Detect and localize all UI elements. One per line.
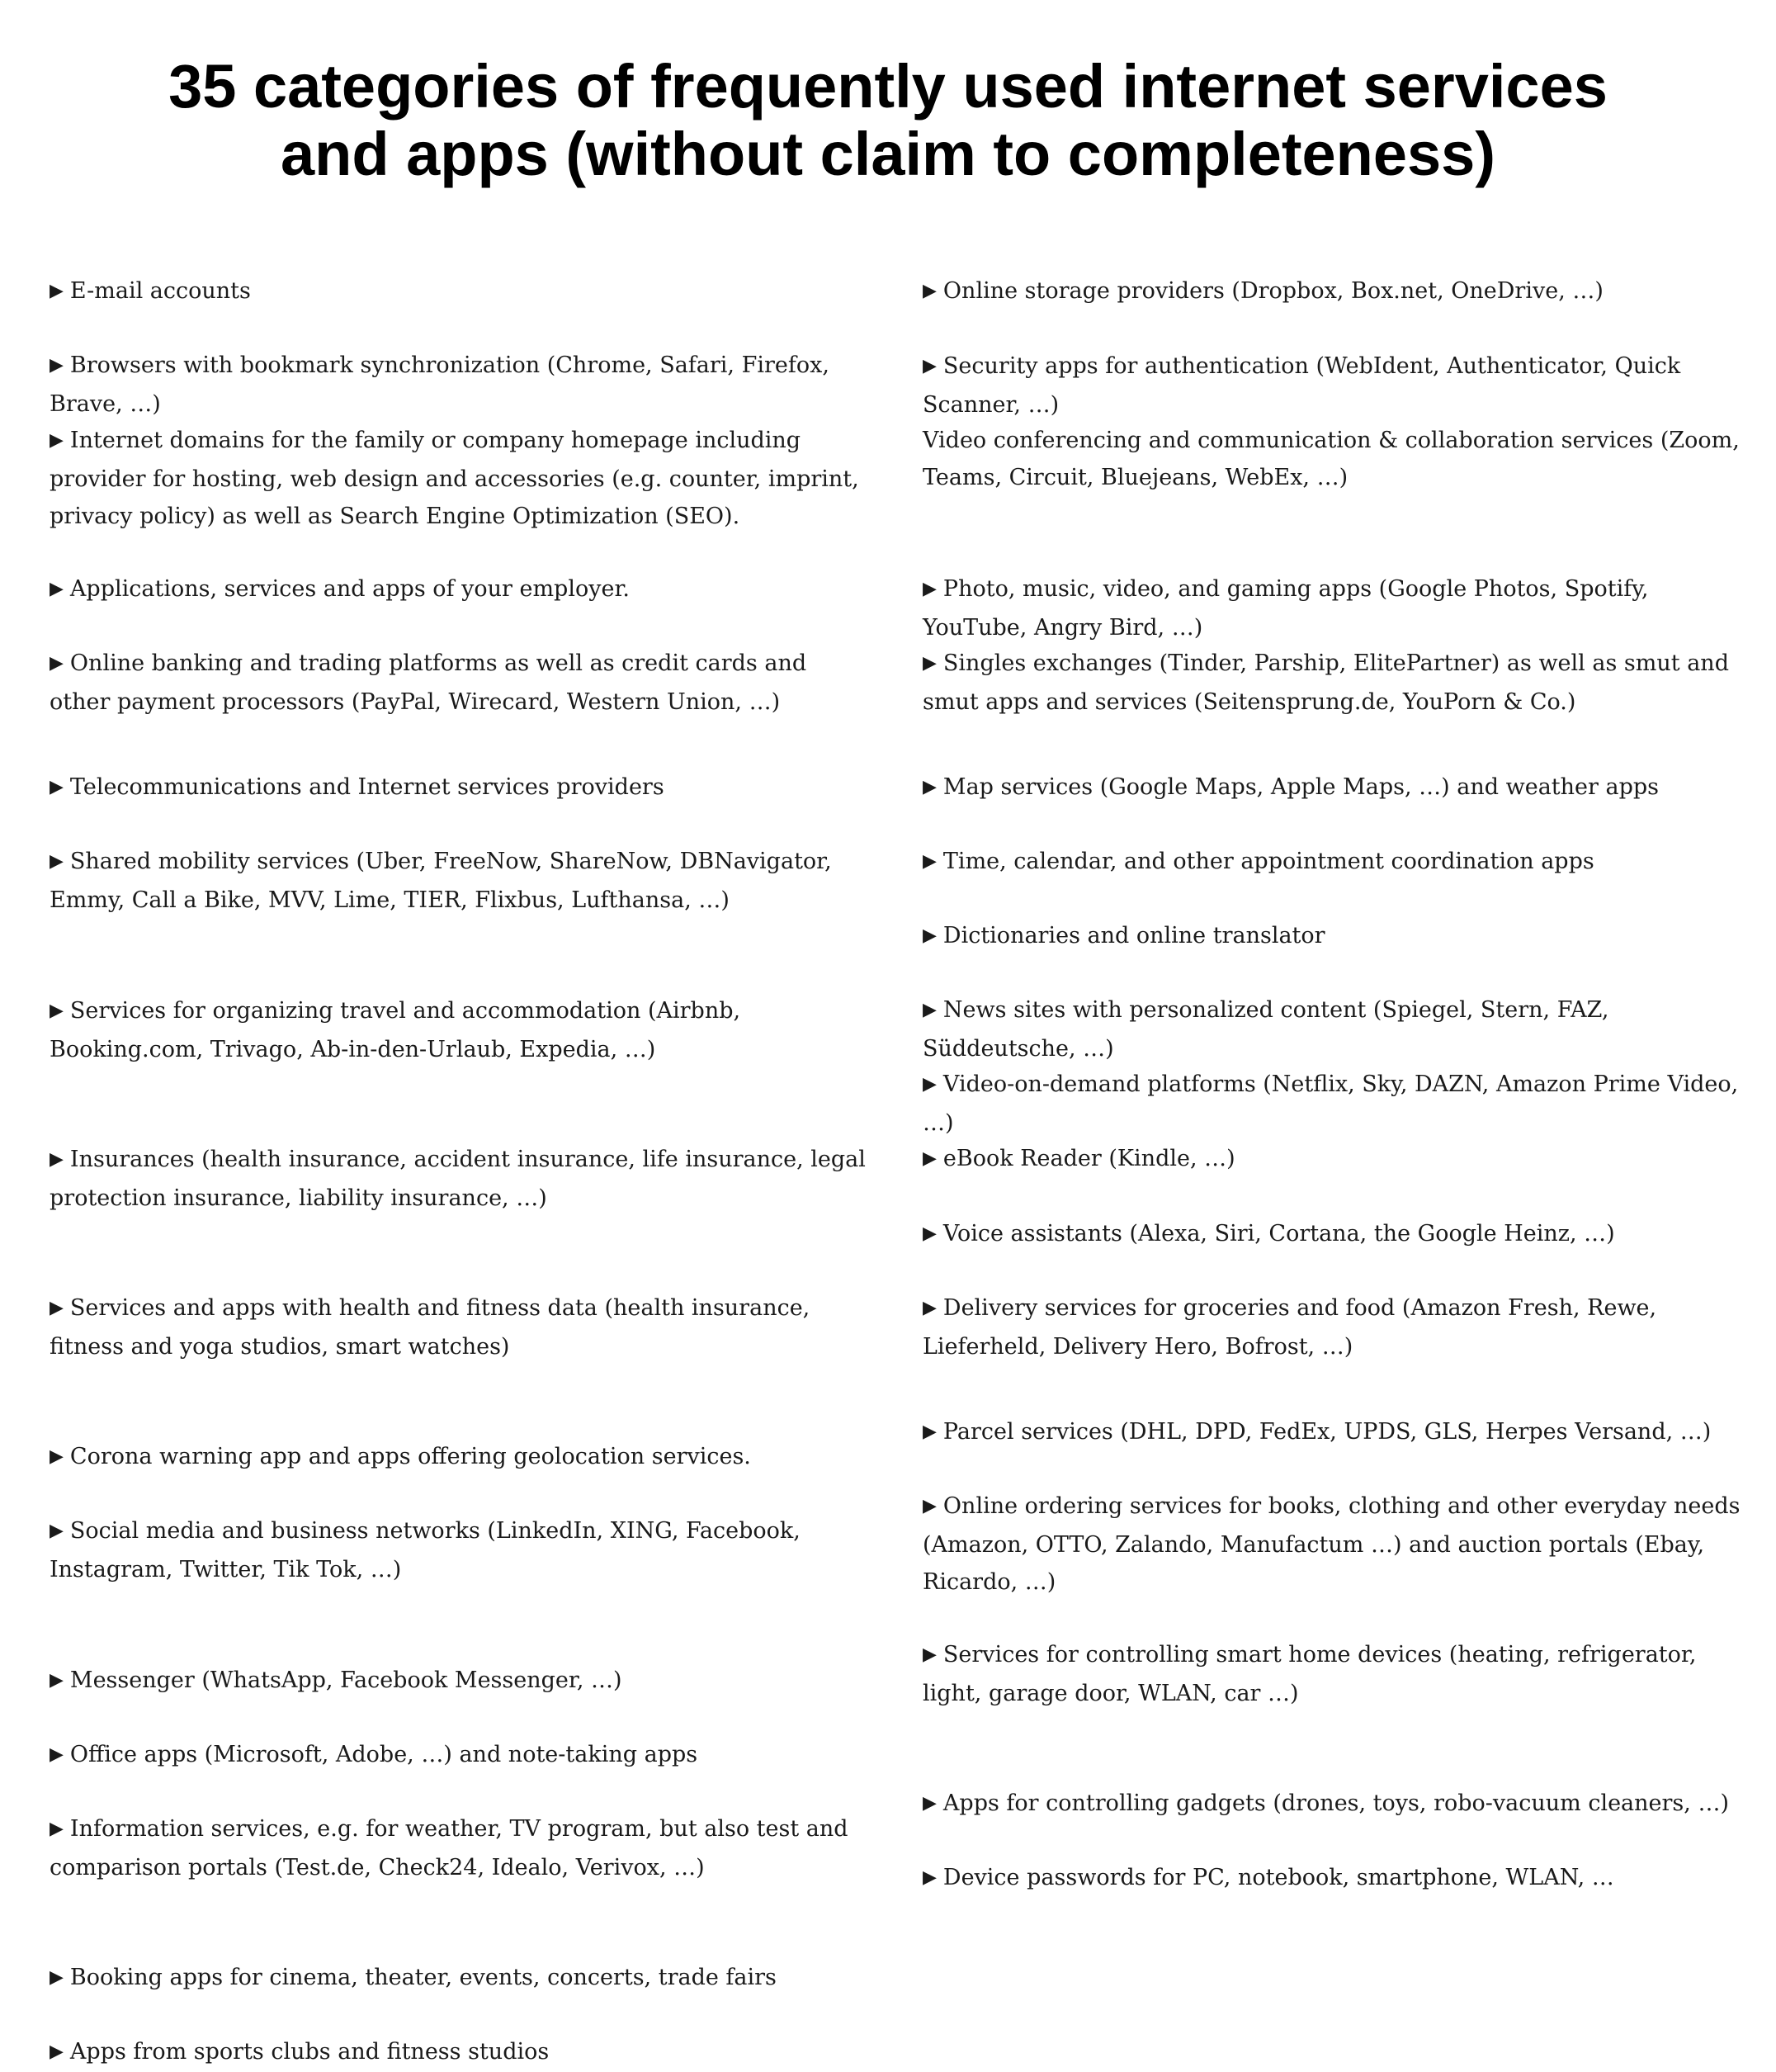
list-item-text: Corona warning app and apps offering geolocation services. [69, 1444, 751, 1469]
list-item [923, 1140, 1756, 1179]
triangle-bullet-icon: ▶ [923, 356, 937, 376]
triangle-bullet-icon: ▶ [923, 851, 937, 872]
triangle-bullet-icon: ▶ [50, 281, 64, 301]
triangle-bullet-icon: ▶ [923, 1422, 937, 1442]
list-item [50, 2033, 867, 2072]
triangle-bullet-icon: ▶ [923, 1496, 937, 1516]
list-item-text: E-mail accounts [69, 278, 251, 304]
triangle-bullet-icon: ▶ [923, 1867, 937, 1888]
list-item-text: Online ordering services for books, clothing and other everyday needs (Amazon, OTTO, Zalando, Manufactum …) and auction portals (Ebay, Ricardo, …) [923, 1493, 1741, 1595]
triangle-bullet-icon: ▶ [50, 653, 64, 674]
list-item-text: Social media and business networks (LinkedIn, XING, Facebook, Instagram, Twitter, Tik Tok, …) [50, 1518, 801, 1582]
list-item [50, 272, 867, 311]
list-item [923, 1488, 1756, 1601]
list-item [923, 917, 1756, 956]
list-item [50, 992, 867, 1068]
list-item [923, 1413, 1756, 1452]
list-item [923, 570, 1756, 646]
list-item-text: Services and apps with health and fitness data (health insurance, fitness and yoga studios, smart watches) [50, 1295, 810, 1360]
list-item-text: Telecommunications and Internet services providers [69, 774, 664, 800]
list-item [50, 1662, 867, 1701]
list-item-text: Services for controlling smart home devices (heating, refrigerator, light, garage door, WLAN, car …) [923, 1642, 1697, 1706]
list-item [923, 422, 1756, 496]
list-item [50, 422, 867, 535]
list-item [923, 272, 1756, 311]
triangle-bullet-icon: ▶ [923, 1000, 937, 1020]
list-item [923, 1859, 1756, 1898]
list-item [50, 1438, 867, 1477]
triangle-bullet-icon: ▶ [50, 1149, 64, 1170]
list-item [923, 1289, 1756, 1365]
triangle-bullet-icon: ▶ [50, 1521, 64, 1541]
list-item-text: Map services (Google Maps, Apple Maps, …) and weather apps [942, 774, 1660, 800]
list-item-text: Apps for controlling gadgets (drones, toys, robo-vacuum cleaners, …) [942, 1791, 1729, 1816]
list-item-text: Security apps for authentication (WebIdent, Authenticator, Quick Scanner, …) [923, 353, 1681, 418]
triangle-bullet-icon: ▶ [50, 2041, 64, 2062]
triangle-bullet-icon: ▶ [923, 925, 937, 946]
list-item [50, 843, 867, 919]
triangle-bullet-icon: ▶ [923, 1223, 937, 1244]
title-line-2: and apps (without claim to completeness) [281, 120, 1495, 188]
list-item-text: Applications, services and apps of your employer. [69, 576, 630, 602]
triangle-bullet-icon: ▶ [923, 1148, 937, 1169]
list-item [50, 1736, 867, 1775]
title-line-1: 35 categories of frequently used internet services [168, 52, 1608, 121]
list-item-text: Browsers with bookmark synchronization (Chrome, Safari, Firefox, Brave, …) [50, 352, 829, 417]
triangle-bullet-icon: ▶ [923, 1793, 937, 1814]
triangle-bullet-icon: ▶ [923, 1298, 937, 1318]
list-item [50, 1289, 867, 1365]
list-item-text: Singles exchanges (Tinder, Parship, ElitePartner) as well as smut and smut apps and services (Seitensprung.de, YouPorn & Co.) [923, 650, 1729, 715]
list-item-text: Internet domains for the family or company homepage including provider for hosting, web design and accessories (e.g. counter, imprint, privacy policy) as well as Search Engine Optimization (SEO). [50, 428, 859, 529]
list-item-text: Messenger (WhatsApp, Facebook Messenger, …) [69, 1668, 622, 1693]
list-item-text: Online storage providers (Dropbox, Box.net, OneDrive, …) [942, 278, 1604, 304]
list-item [50, 1959, 867, 1998]
triangle-bullet-icon: ▶ [923, 1644, 937, 1665]
list-item [923, 991, 1756, 1067]
list-item-text: News sites with personalized content (Spiegel, Stern, FAZ, Süddeutsche, …) [923, 997, 1609, 1062]
list-item-text: Delivery services for groceries and food (Amazon Fresh, Rewe, Lieferheld, Delivery Hero, Bofrost, …) [923, 1295, 1657, 1360]
list-item [50, 645, 867, 721]
triangle-bullet-icon: ▶ [923, 1074, 937, 1095]
list-item [923, 1215, 1756, 1254]
triangle-bullet-icon: ▶ [50, 1670, 64, 1691]
list-item-text: eBook Reader (Kindle, …) [942, 1146, 1235, 1171]
list-item-text: Video-on-demand platforms (Netflix, Sky, DAZN, Amazon Prime Video, …) [923, 1071, 1739, 1136]
triangle-bullet-icon: ▶ [923, 579, 937, 599]
triangle-bullet-icon: ▶ [50, 1967, 64, 1988]
list-item-text: Online banking and trading platforms as well as credit cards and other payment processors (PayPal, Wirecard, Western Union, …) [50, 650, 807, 715]
triangle-bullet-icon: ▶ [923, 653, 937, 674]
triangle-bullet-icon: ▶ [50, 430, 64, 451]
triangle-bullet-icon: ▶ [50, 1819, 64, 1839]
list-item-text: Voice assistants (Alexa, Siri, Cortana, the Google Heinz, …) [942, 1221, 1615, 1247]
list-item-text: Shared mobility services (Uber, FreeNow, ShareNow, DBNavigator, Emmy, Call a Bike, MVV, Lime, TIER, Flixbus, Lufthansa, …) [50, 849, 832, 913]
triangle-bullet-icon: ▶ [50, 579, 64, 599]
list-item [923, 1066, 1756, 1142]
triangle-bullet-icon: ▶ [50, 355, 64, 376]
list-item [923, 1785, 1756, 1824]
list-item-text: Apps from sports clubs and fitness studios [69, 2039, 550, 2065]
list-item [50, 347, 867, 423]
list-item [50, 1810, 867, 1886]
list-item [50, 1141, 867, 1217]
triangle-bullet-icon: ▶ [50, 1744, 64, 1765]
triangle-bullet-icon: ▶ [923, 281, 937, 301]
triangle-bullet-icon: ▶ [923, 777, 937, 797]
list-item [50, 769, 867, 807]
triangle-bullet-icon: ▶ [50, 777, 64, 797]
triangle-bullet-icon: ▶ [50, 1001, 64, 1021]
page-title [0, 53, 1776, 188]
list-item [923, 348, 1756, 423]
list-item [923, 645, 1756, 721]
list-item-text: Dictionaries and online translator [942, 923, 1325, 948]
list-item-text: Time, calendar, and other appointment coordination apps [942, 849, 1594, 874]
list-item-text: Booking apps for cinema, theater, events, concerts, trade fairs [69, 1965, 777, 1990]
list-item-text: Parcel services (DHL, DPD, FedEx, UPDS, GLS, Herpes Versand, …) [942, 1419, 1712, 1445]
triangle-bullet-icon: ▶ [50, 1298, 64, 1318]
list-item-text: Services for organizing travel and accommodation (Airbnb, Booking.com, Trivago, Ab-in-den-Urlaub, Expedia, …) [50, 998, 741, 1062]
list-item-text: Information services, e.g. for weather, TV program, but also test and comparison portals (Test.de, Check24, Idealo, Verivox, …) [50, 1816, 848, 1880]
triangle-bullet-icon: ▶ [50, 851, 64, 872]
list-item [923, 843, 1756, 882]
list-item-text: Video conferencing and communication & collaboration services (Zoom, Teams, Circuit, Bluejeans, WebEx, …) [923, 428, 1740, 490]
list-item-text: Office apps (Microsoft, Adobe, …) and note-taking apps [69, 1742, 698, 1767]
list-item-text: Device passwords for PC, notebook, smartphone, WLAN, … [942, 1865, 1614, 1890]
list-item [923, 769, 1756, 807]
list-item-text: Insurances (health insurance, accident insurance, life insurance, legal protection insurance, liability insurance, …) [50, 1147, 866, 1211]
list-item [50, 1512, 867, 1588]
list-item-text: Photo, music, video, and gaming apps (Google Photos, Spotify, YouTube, Angry Bird, …) [923, 576, 1649, 641]
list-item [50, 570, 867, 609]
list-item [923, 1636, 1756, 1712]
triangle-bullet-icon: ▶ [50, 1446, 64, 1467]
